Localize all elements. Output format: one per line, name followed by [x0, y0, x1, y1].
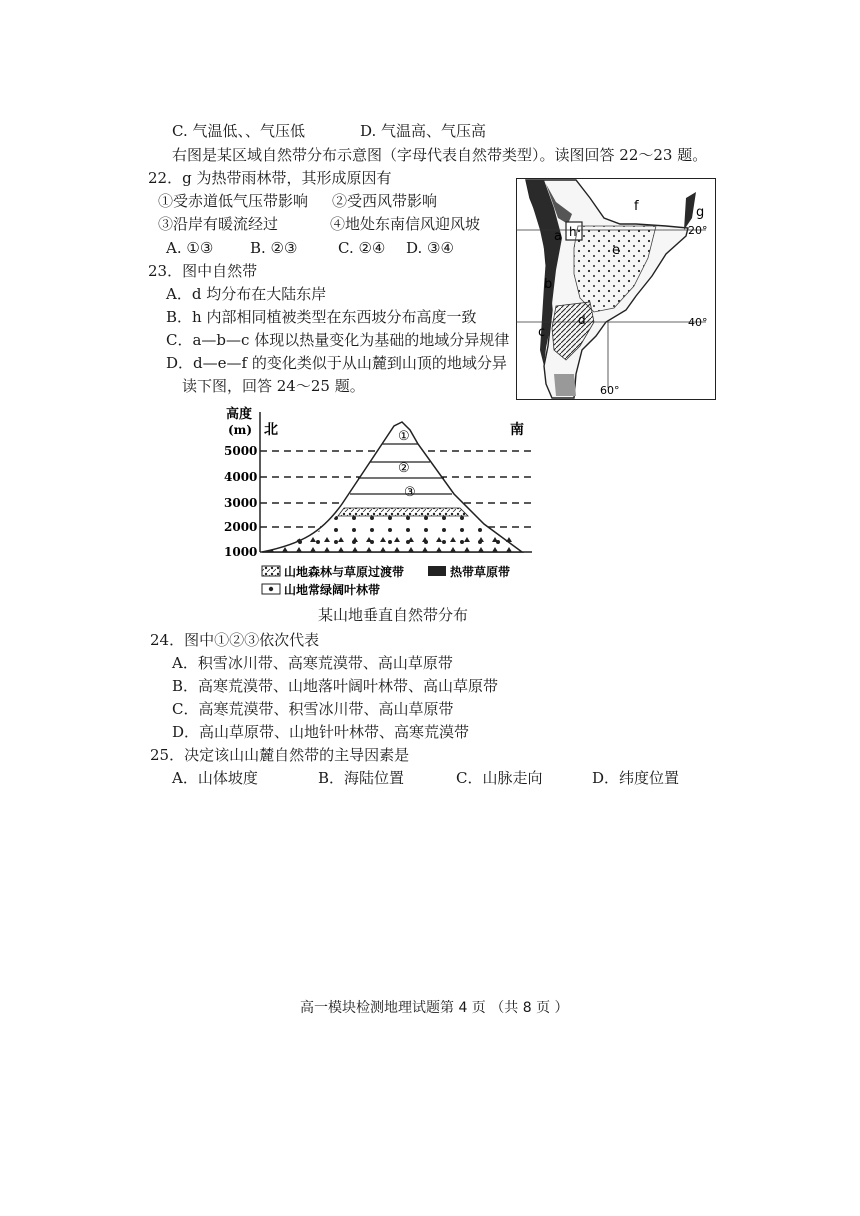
tick-3000: 3000	[224, 496, 258, 510]
map-label-c: c	[538, 325, 546, 340]
map-label-e: e	[612, 243, 620, 258]
intro-24-25: 读下图，回答 24～25 题。	[182, 377, 365, 395]
q22-option-a: A. ①③	[166, 239, 214, 257]
intro-22-23: 右图是某区域自然带分布示意图（字母代表自然带类型）。读图回答 22～23 题。	[172, 146, 708, 164]
q24-option-b: B．高寒荒漠带、山地落叶阔叶林带、高山草原带	[172, 677, 499, 695]
q25-option-a: A．山体坡度	[172, 769, 258, 787]
q22-item-1: ①受赤道低气压带影响	[158, 192, 309, 210]
map-lat-40: 40°	[688, 316, 708, 329]
natural-zone-map	[516, 178, 716, 400]
q25-stem: 25．决定该山山麓自然带的主导因素是	[150, 746, 410, 764]
q25-option-b: B．海陆位置	[318, 769, 405, 787]
q23-option-d: D．d—e—f 的变化类似于从山麓到山顶的地域分异	[166, 354, 507, 372]
q22-option-c: C. ②④	[338, 239, 386, 257]
q24-stem: 24．图中①②③依次代表	[150, 631, 320, 649]
q25-option-d: D．纬度位置	[592, 769, 680, 787]
legend-transition: 山地森林与草原过渡带	[284, 565, 405, 579]
map-label-d: d	[578, 313, 586, 327]
tick-5000: 5000	[224, 444, 258, 458]
q22-stem: 22．g 为热带雨林带，其形成原因有	[148, 169, 392, 187]
q23-stem: 23．图中自然带	[148, 262, 258, 280]
q21-option-d: D. 气温高、气压高	[360, 122, 487, 140]
q22-option-b: B. ②③	[250, 239, 298, 257]
mountain-caption: 某山地垂直自然带分布	[318, 606, 469, 624]
q24-option-a: A．积雪冰川带、高寒荒漠带、高山草原带	[172, 654, 453, 672]
zone-mark-2: ②	[398, 461, 410, 476]
map-label-b: b	[544, 277, 553, 292]
q24-option-c: C．高寒荒漠带、积雪冰川带、高山草原带	[172, 700, 454, 718]
legend-forest: 山地常绿阔叶林带	[284, 583, 381, 597]
q24-option-d: D．高山草原带、山地针叶林带、高寒荒漠带	[172, 723, 470, 741]
north-label: 北	[264, 422, 278, 438]
q23-option-b: B．h 内部相同植被类型在东西坡分布高度一致	[166, 308, 477, 326]
map-label-h: h	[569, 225, 577, 239]
page-footer: 高一模块检测地理试题第 4 页 （共 8 页 ）	[300, 1000, 569, 1016]
q21-option-c: C. 气温低、、气压低	[172, 122, 305, 140]
legend-swatch-transition	[262, 566, 280, 576]
q23-option-c: C．a—b—c 体现以热量变化为基础的地域分异规律	[166, 331, 510, 349]
y-axis-title-1: 高度	[226, 407, 253, 422]
tick-1000: 1000	[224, 545, 258, 559]
map-label-f: f	[634, 199, 639, 214]
map-lon-60: 60°	[600, 384, 620, 397]
zone-mark-3: ③	[404, 485, 416, 500]
q22-item-3: ③沿岸有暖流经过	[158, 215, 279, 233]
zone-mark-1: ①	[398, 429, 410, 444]
q22-option-d: D. ③④	[406, 239, 454, 257]
south-label: 南	[510, 422, 524, 438]
legend-swatch-savanna	[428, 566, 446, 576]
map-label-a: a	[554, 229, 562, 244]
q22-item-4: ④地处东南信风迎风坡	[330, 215, 481, 233]
y-axis-title-2: (m)	[228, 423, 253, 437]
mountain-zonation-diagram	[222, 404, 542, 604]
q23-option-a: A．d 均分布在大陆东岸	[166, 285, 327, 303]
tick-4000: 4000	[224, 470, 258, 484]
q25-option-c: C．山脉走向	[456, 769, 543, 787]
map-lat-20: 20°	[688, 224, 708, 237]
map-label-g: g	[696, 205, 705, 220]
tick-2000: 2000	[224, 520, 258, 534]
q22-item-2: ②受西风带影响	[332, 192, 438, 210]
legend-savanna: 热带草原带	[450, 565, 511, 579]
